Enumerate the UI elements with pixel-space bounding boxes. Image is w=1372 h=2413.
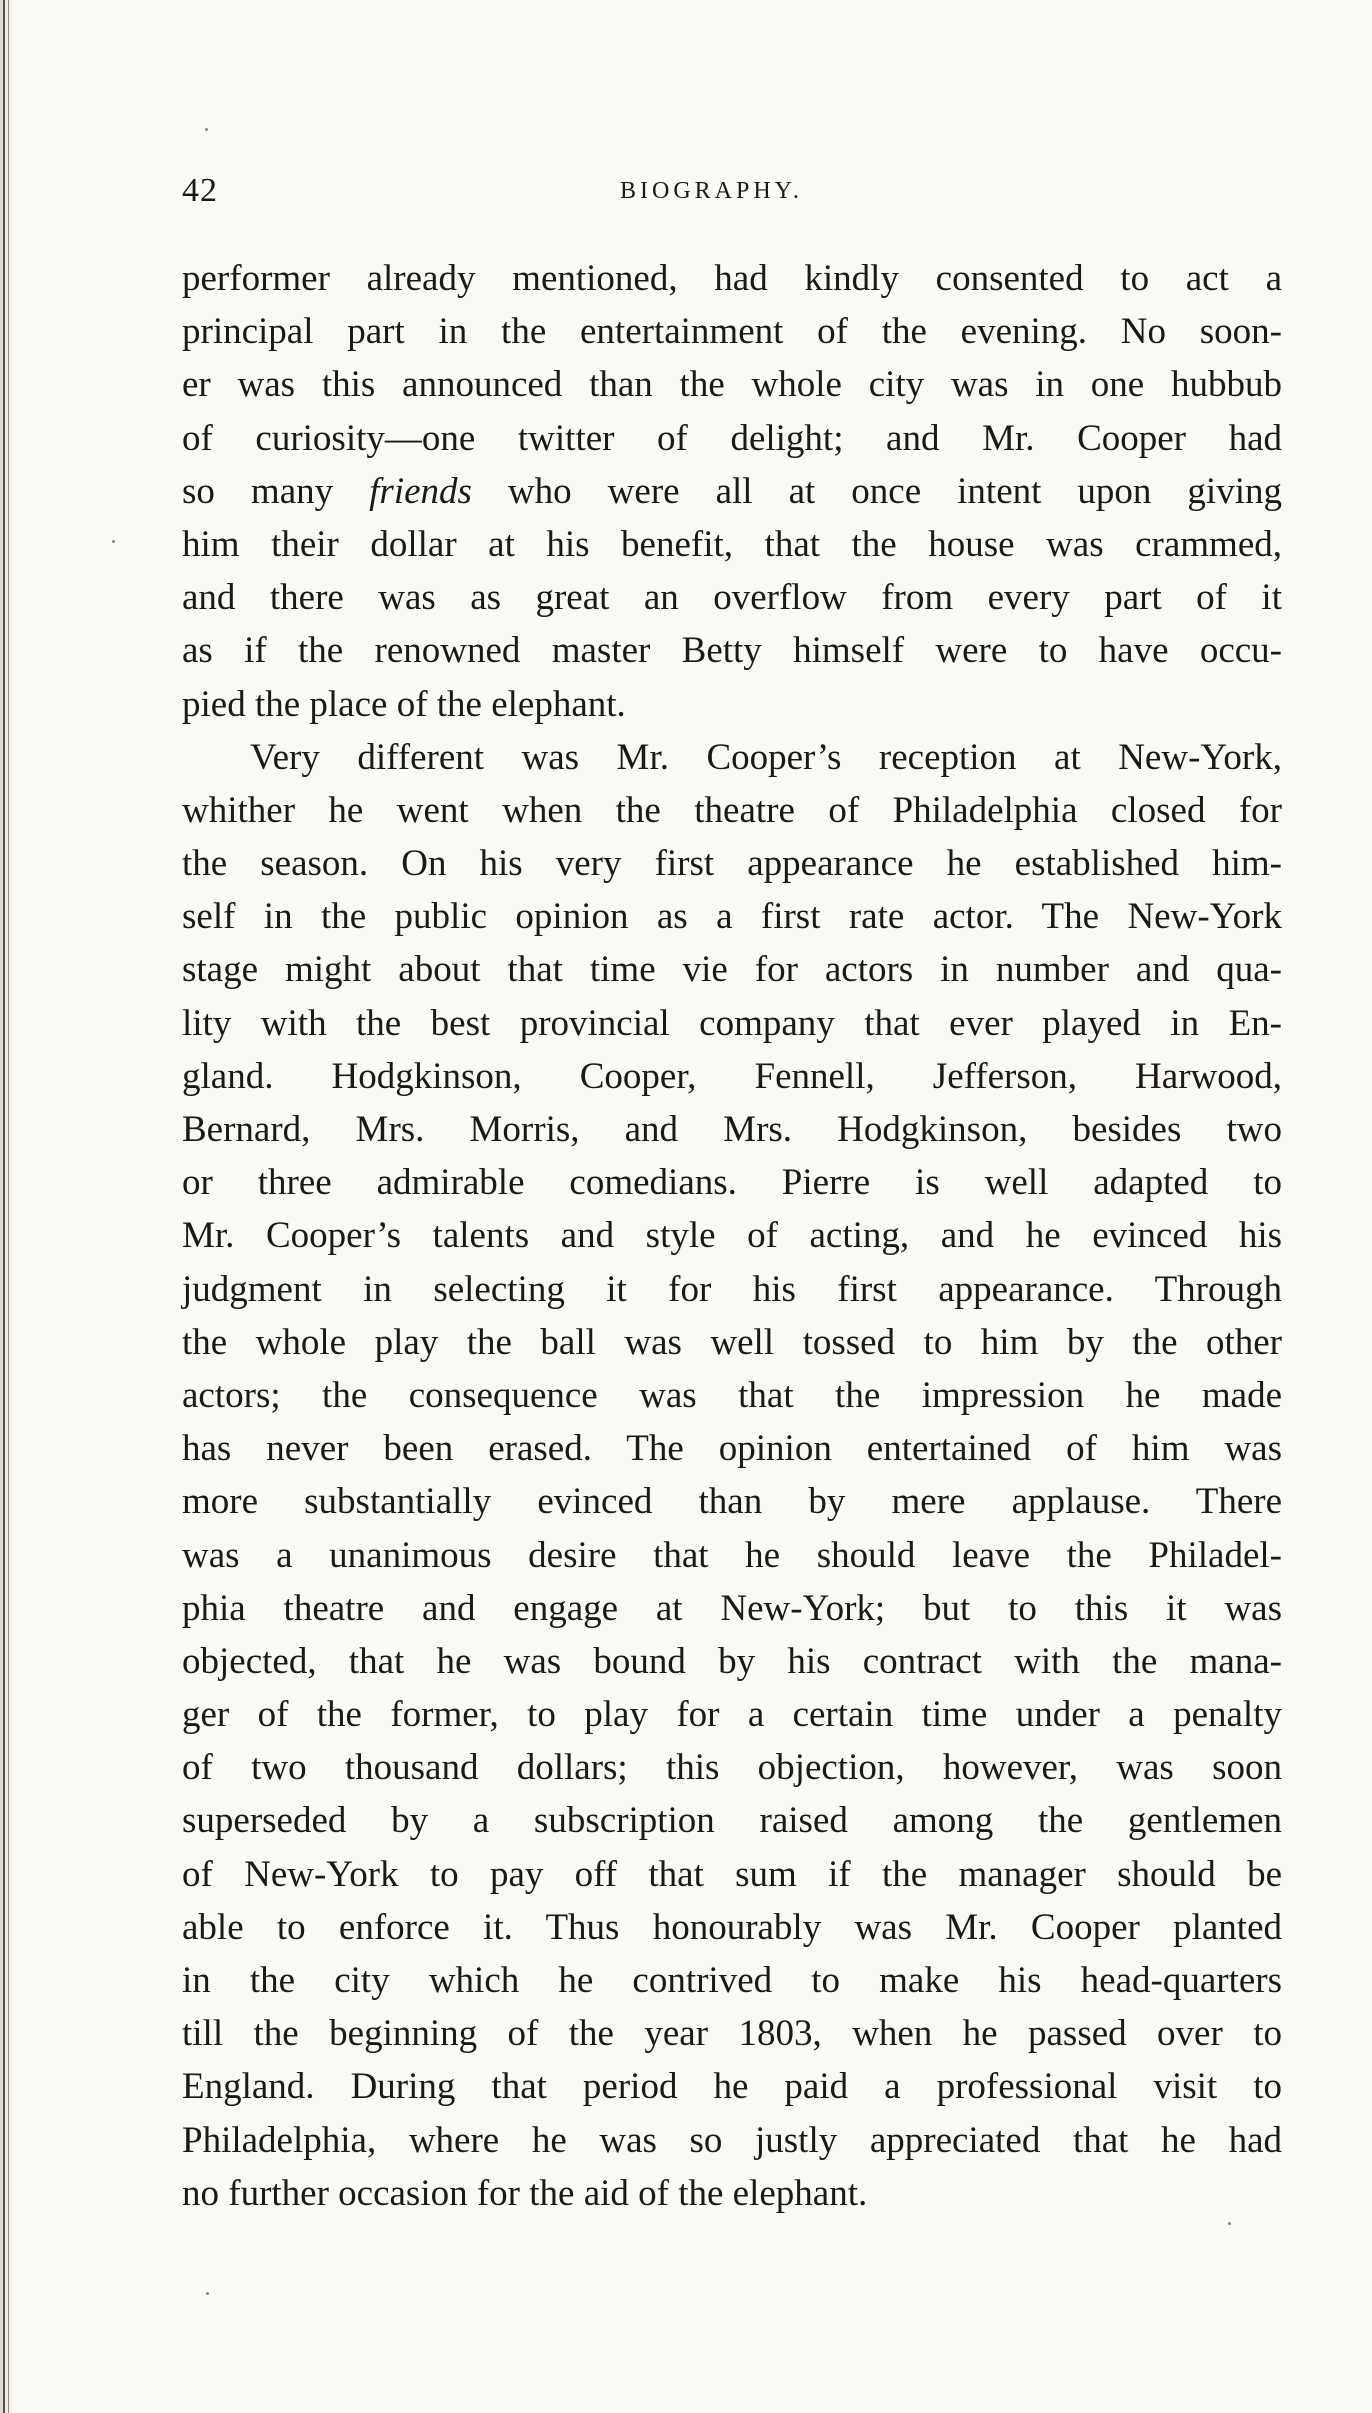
- running-head: [182, 172, 1282, 220]
- text-line: actors; the consequence was that the impression he made: [182, 1374, 1282, 1416]
- text-line: principal part in the entertainment of the evening. No soon-: [182, 311, 1282, 353]
- text-line: superseded by a subscription raised among the gentlemen: [182, 1800, 1282, 1842]
- paper-speck: [1228, 2222, 1231, 2225]
- text-line: more substantially evinced than by mere applause. There: [182, 1481, 1282, 1523]
- text-line: or three admirable comedians. Pierre is well adapted to: [182, 1162, 1282, 1204]
- gutter-shadow-line: [3, 0, 5, 2413]
- text-line: of two thousand dollars; this objection, however, was soon: [182, 1747, 1282, 1789]
- paragraph-start-line: Very different was Mr. Cooper’s reception at New-York,: [250, 736, 1282, 778]
- text-line: of curiosity—one twitter of delight; and Mr. Cooper had: [182, 417, 1282, 459]
- text-line: phia theatre and engage at New-York; but to this it was: [182, 1587, 1282, 1629]
- text-line: of New-York to pay off that sum if the manager should be: [182, 1853, 1282, 1895]
- text-line: er was this announced than the whole city was in one hubbub: [182, 364, 1282, 406]
- text-line: Mr. Cooper’s talents and style of acting, and he evinced his: [182, 1215, 1282, 1257]
- body-text: [182, 252, 1282, 2220]
- paper-speck: [205, 128, 208, 131]
- text-line: judgment in selecting it for his first appearance. Through: [182, 1268, 1282, 1310]
- text-line: in the city which he contrived to make his head-quarters: [182, 1960, 1282, 2001]
- text-line: till the beginning of the year 1803, when he passed over to: [182, 2013, 1282, 2055]
- text-line: lity with the best provincial company that ever played in En-: [182, 1002, 1282, 1044]
- text-line: was a unanimous desire that he should leave the Philadel-: [182, 1534, 1282, 1576]
- text-line: stage might about that time vie for actors in number and qua-: [182, 949, 1282, 991]
- text-line: whither he went when the theatre of Philadelphia closed for: [182, 789, 1282, 831]
- text-segment: who were all at once intent upon giving: [471, 470, 1282, 512]
- paragraph-end-line: pied the place of the elephant.: [182, 683, 626, 725]
- text-line: gland. Hodgkinson, Cooper, Fennell, Jefferson, Harwood,: [182, 1055, 1282, 1097]
- text-segment: so many: [182, 470, 370, 512]
- paper-speck: [206, 2292, 209, 2295]
- text-line: Philadelphia, where he was so justly appreciated that he had: [182, 2119, 1282, 2161]
- text-line: able to enforce it. Thus honourably was Mr. Cooper planted: [182, 1906, 1282, 1948]
- text-line: Bernard, Mrs. Morris, and Mrs. Hodgkinson, besides two: [182, 1109, 1282, 1150]
- paper-speck: [112, 540, 115, 543]
- book-gutter: [0, 0, 14, 2413]
- text-line: performer already mentioned, had kindly consented to act a: [182, 258, 1282, 299]
- text-line: the whole play the ball was well tossed to him by the other: [182, 1321, 1282, 1363]
- text-line: the season. On his very first appearance he established him-: [182, 843, 1282, 885]
- text-line: and there was as great an overflow from every part of it: [182, 577, 1282, 619]
- text-line: England. During that period he paid a professional visit to: [182, 2066, 1282, 2108]
- gutter-shadow-line: [8, 0, 9, 2413]
- text-line: [182, 465, 1282, 518]
- text-line: self in the public opinion as a first rate actor. The New-York: [182, 896, 1282, 938]
- text-line: as if the renowned master Betty himself were to have occu-: [182, 630, 1282, 672]
- running-title: BIOGRAPHY.: [620, 178, 803, 204]
- paragraph-end-line: no further occasion for the aid of the elephant.: [182, 2172, 868, 2214]
- page-number: 42: [182, 172, 218, 209]
- text-line: has never been erased. The opinion entertained of him was: [182, 1428, 1282, 1470]
- text-line: him their dollar at his benefit, that the house was crammed,: [182, 523, 1282, 565]
- emphasized-word: friends: [369, 470, 472, 512]
- text-line: objected, that he was bound by his contract with the mana-: [182, 1640, 1282, 1682]
- text-line: ger of the former, to play for a certain time under a penalty: [182, 1694, 1282, 1736]
